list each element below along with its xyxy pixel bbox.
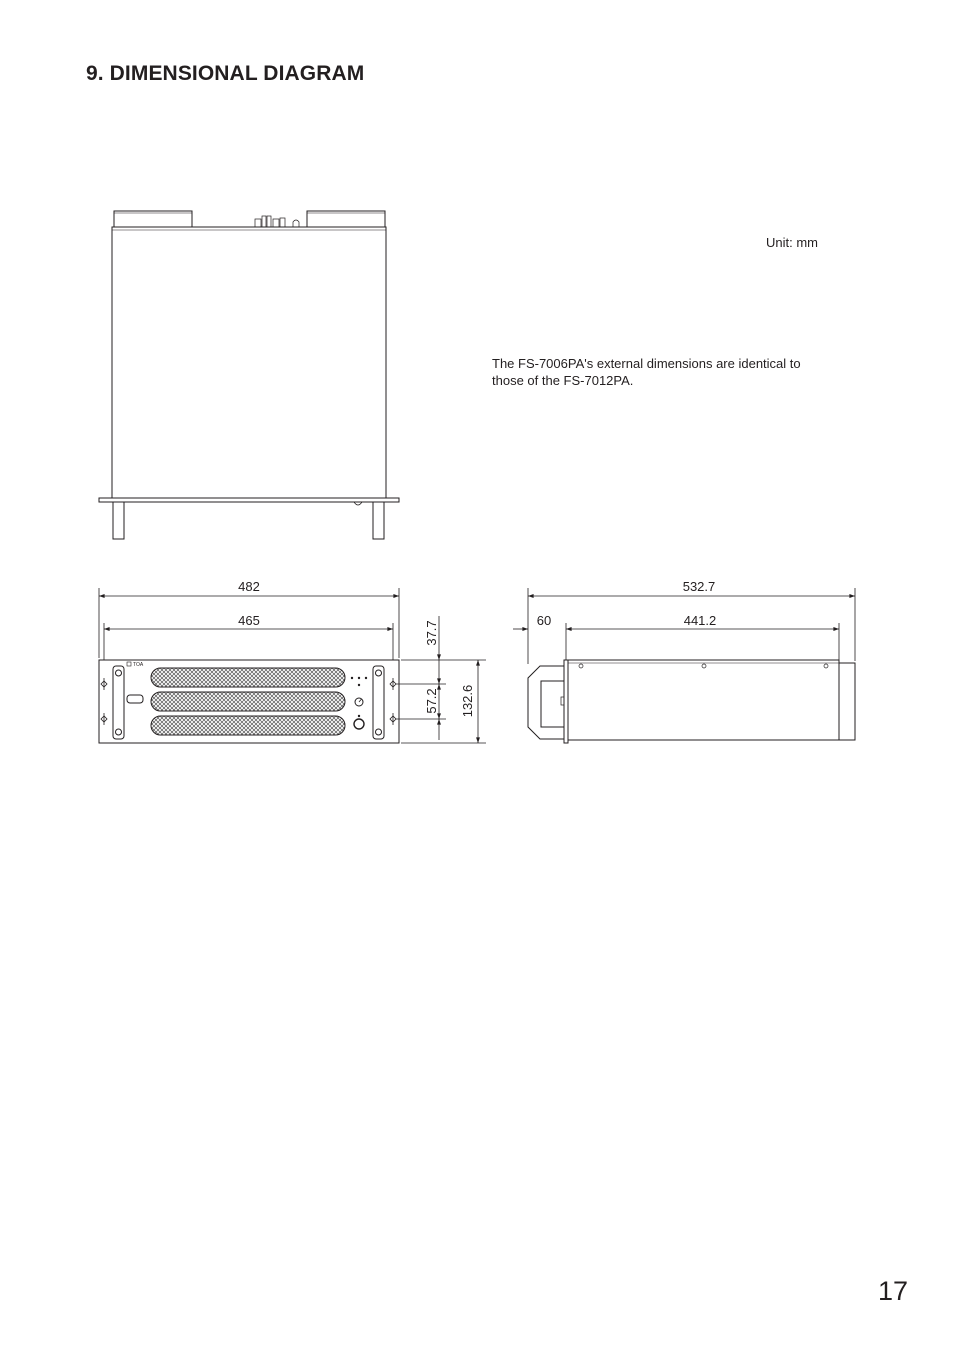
front-handle-screw	[376, 729, 382, 735]
dim-label-37-7: 37.7	[424, 620, 439, 646]
side-rear-handle	[839, 663, 855, 740]
front-handle-screw	[116, 729, 122, 735]
side-screws	[579, 664, 828, 668]
front-view	[99, 660, 399, 743]
dim-label-465: 465	[238, 613, 260, 628]
front-grille-middle	[151, 692, 345, 711]
front-handle-right	[373, 666, 384, 739]
dim-label-132-6: 132.6	[460, 684, 475, 718]
input-jack	[354, 719, 364, 729]
unit-label: Unit: mm	[766, 235, 818, 250]
front-grille-top	[151, 668, 345, 687]
front-grille-bottom	[151, 716, 345, 735]
side-chassis	[568, 660, 839, 740]
side-handle-outer	[528, 666, 564, 739]
page-title: 9. DIMENSIONAL DIAGRAM	[86, 62, 365, 85]
front-handle-left	[113, 666, 124, 739]
dim-label-441-2: 441.2	[683, 613, 717, 628]
top-view-rear-terminals	[255, 216, 299, 227]
dim-label-57-2: 57.2	[424, 688, 439, 714]
dim-label-482: 482	[238, 579, 260, 594]
side-view	[528, 660, 855, 743]
page-number: 17	[878, 1276, 909, 1306]
front-handle-screw	[116, 670, 122, 676]
top-view-front-panel	[99, 498, 399, 502]
front-handle-screw	[376, 670, 382, 676]
top-view	[99, 211, 399, 539]
top-view-rear-handle-right	[307, 211, 385, 227]
top-view-front-handle-right	[373, 502, 384, 539]
power-switch	[127, 695, 143, 703]
brand-logo-icon	[127, 662, 131, 666]
top-view-rear-handle-left	[114, 211, 192, 227]
top-view-chassis	[112, 227, 386, 498]
side-front-panel	[564, 660, 568, 743]
dimension-note: The FS-7006PA's external dimensions are identical to those of the FS-7012PA.	[492, 356, 801, 388]
front-panel-brand: TOA	[133, 662, 144, 668]
dim-label-60: 60	[536, 613, 552, 628]
top-view-front-handle-left	[113, 502, 124, 539]
side-handle-inner	[541, 681, 564, 727]
front-indicators	[351, 677, 367, 717]
dim-label-532-7: 532.7	[682, 579, 716, 594]
